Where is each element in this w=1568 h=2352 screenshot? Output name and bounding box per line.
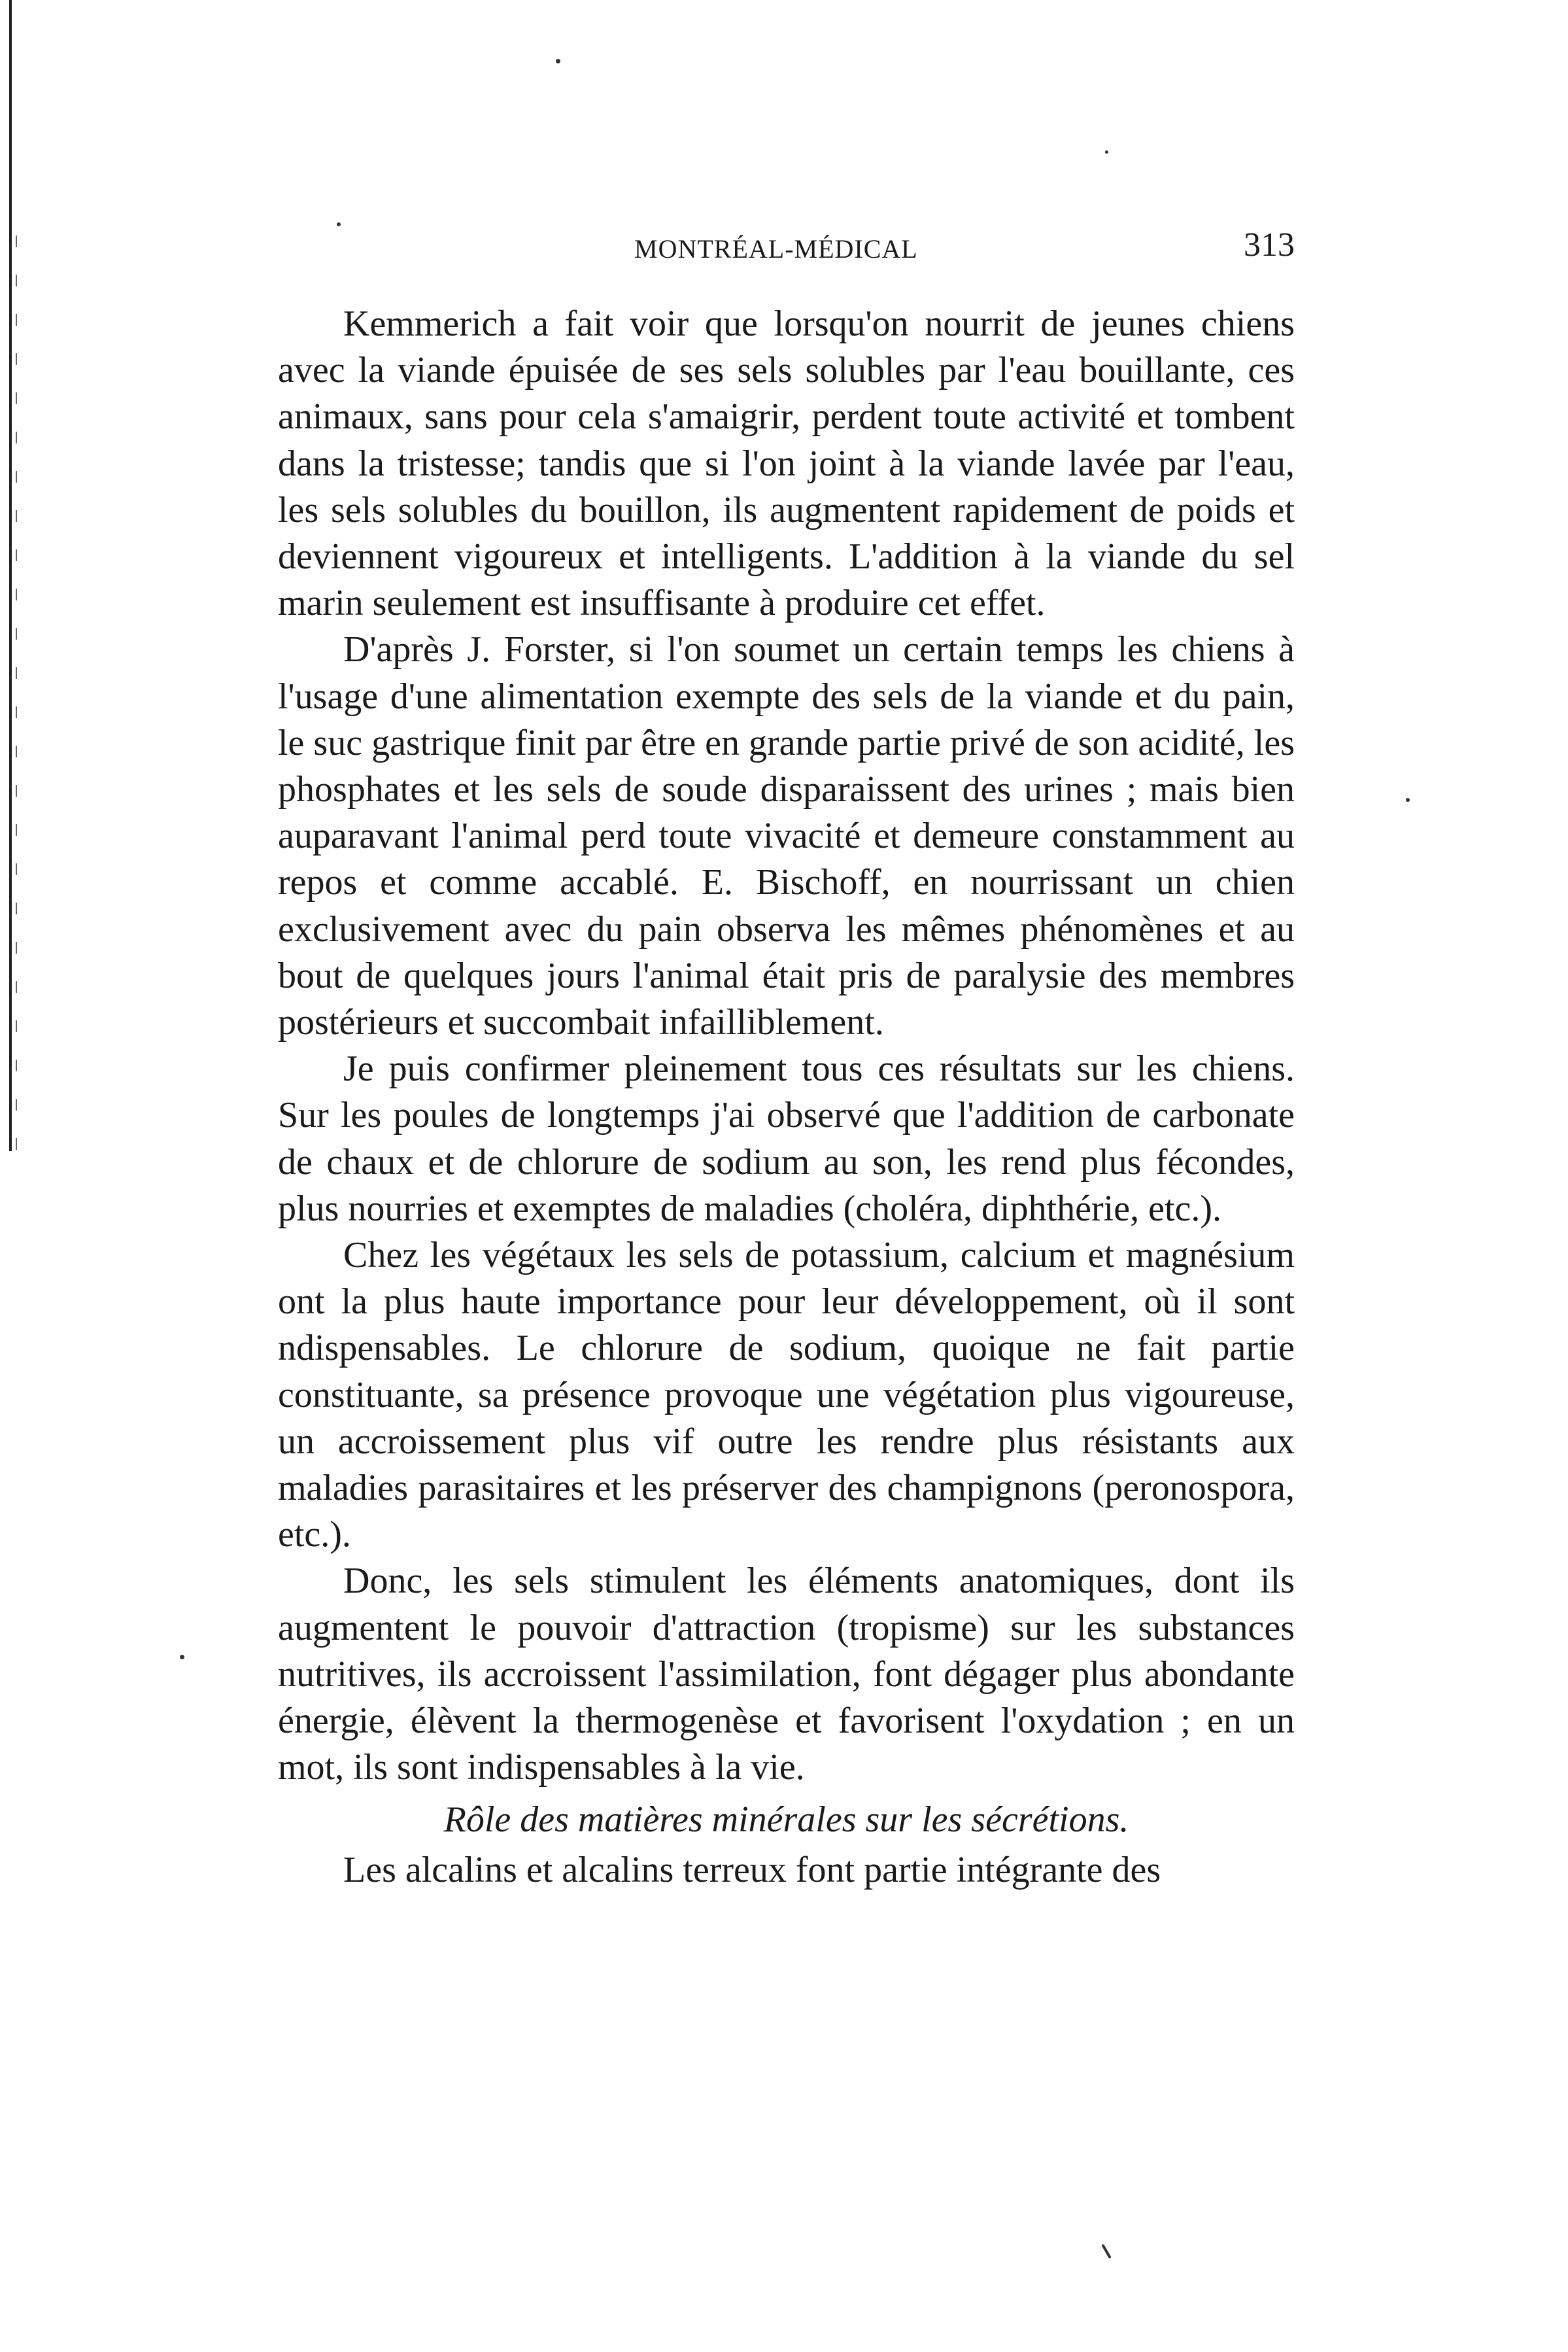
paragraph-forster: D'après J. Forster, si l'on soumet un certain temps les chiens à l'usage d'une alimentation exempte des sels de la viande et du pain, le suc gastrique finit par être en grande partie privé de son acidité, les phosphates et les sels de soude disparaissent des urines ; mais bien auparavant l'animal perd toute vivacité et demeure constamment au repos et comme accablé. E. Bischoff, en nourrissant un chien exclusivement avec du pain observa les mêmes phénomènes et au bout de quelques jours l'animal était pris de paralysie des membres postérieurs et succombait infailliblement. [278, 629, 1295, 1043]
page-header [281, 226, 1295, 278]
paragraph-vegetaux: Chez les végétaux les sels de potassium, calcium et magnésium ont la plus haute importance pour leur développement, où il sont ndispensables. Le chlorure de sodium, quoique ne fait partie constituante, sa présence provoque une végétation plus vigoureuse, un accroissement plus vif outre les rendre plus résistants aux maladies parasitaires et les préserver des champignons (peronospora, etc.). [278, 1235, 1295, 1555]
body-text [278, 301, 1295, 1894]
scan-speck [1105, 150, 1108, 154]
scan-speck [1101, 2244, 1111, 2259]
binding-edge-shadow [16, 235, 17, 1151]
paragraph-conclusion: Donc, les sels stimulent les éléments anatomiques, dont ils augmentent le pouvoir d'attraction (tropisme) sur les substances nutritives, ils accroissent l'assimilation, font dégager plus abondante énergie, élèvent la thermogenèse et favorisent l'oxydation ; en un mot, ils sont indispensables à la vie. [278, 1561, 1295, 1788]
running-title: MONTRÉAL-MÉDICAL [634, 234, 918, 264]
scan-speck [1406, 798, 1410, 802]
scan-speck [556, 59, 560, 63]
paragraph-closing: Les alcalins et alcalins terreux font partie intégrante des [343, 1849, 1161, 1890]
scan-speck [180, 1655, 184, 1659]
binding-edge [9, 0, 12, 1151]
section-subheading: Rôle des matières minérales sur les sécrétions. [443, 1799, 1129, 1840]
page-number: 313 [1244, 226, 1295, 264]
scan-speck [337, 222, 341, 226]
paragraph-kemmerich: Kemmerich a fait voir que lorsqu'on nourrit de jeunes chiens avec la viande épuisée de ses sels solubles par l'eau bouillante, ces animaux, sans pour cela s'amaigrir, perdent toute activité et tombent dans la tristesse; tandis que si l'on joint à la viande lavée par l'eau, les sels solubles du bouillon, ils augmentent rapidement de poids et deviennent vigoureux et intelligents. L'addition à la viande du sel marin seulement est insuffisante à produire cet effet. [278, 303, 1295, 624]
paragraph-confirmation: Je puis confirmer pleinement tous ces résultats sur les chiens. Sur les poules de longtemps j'ai observé que l'addition de carbonate de chaux et de chlorure de sodium au son, les rend plus fécondes, plus nourries et exemptes de maladies (choléra, diphthérie, etc.). [278, 1048, 1295, 1229]
